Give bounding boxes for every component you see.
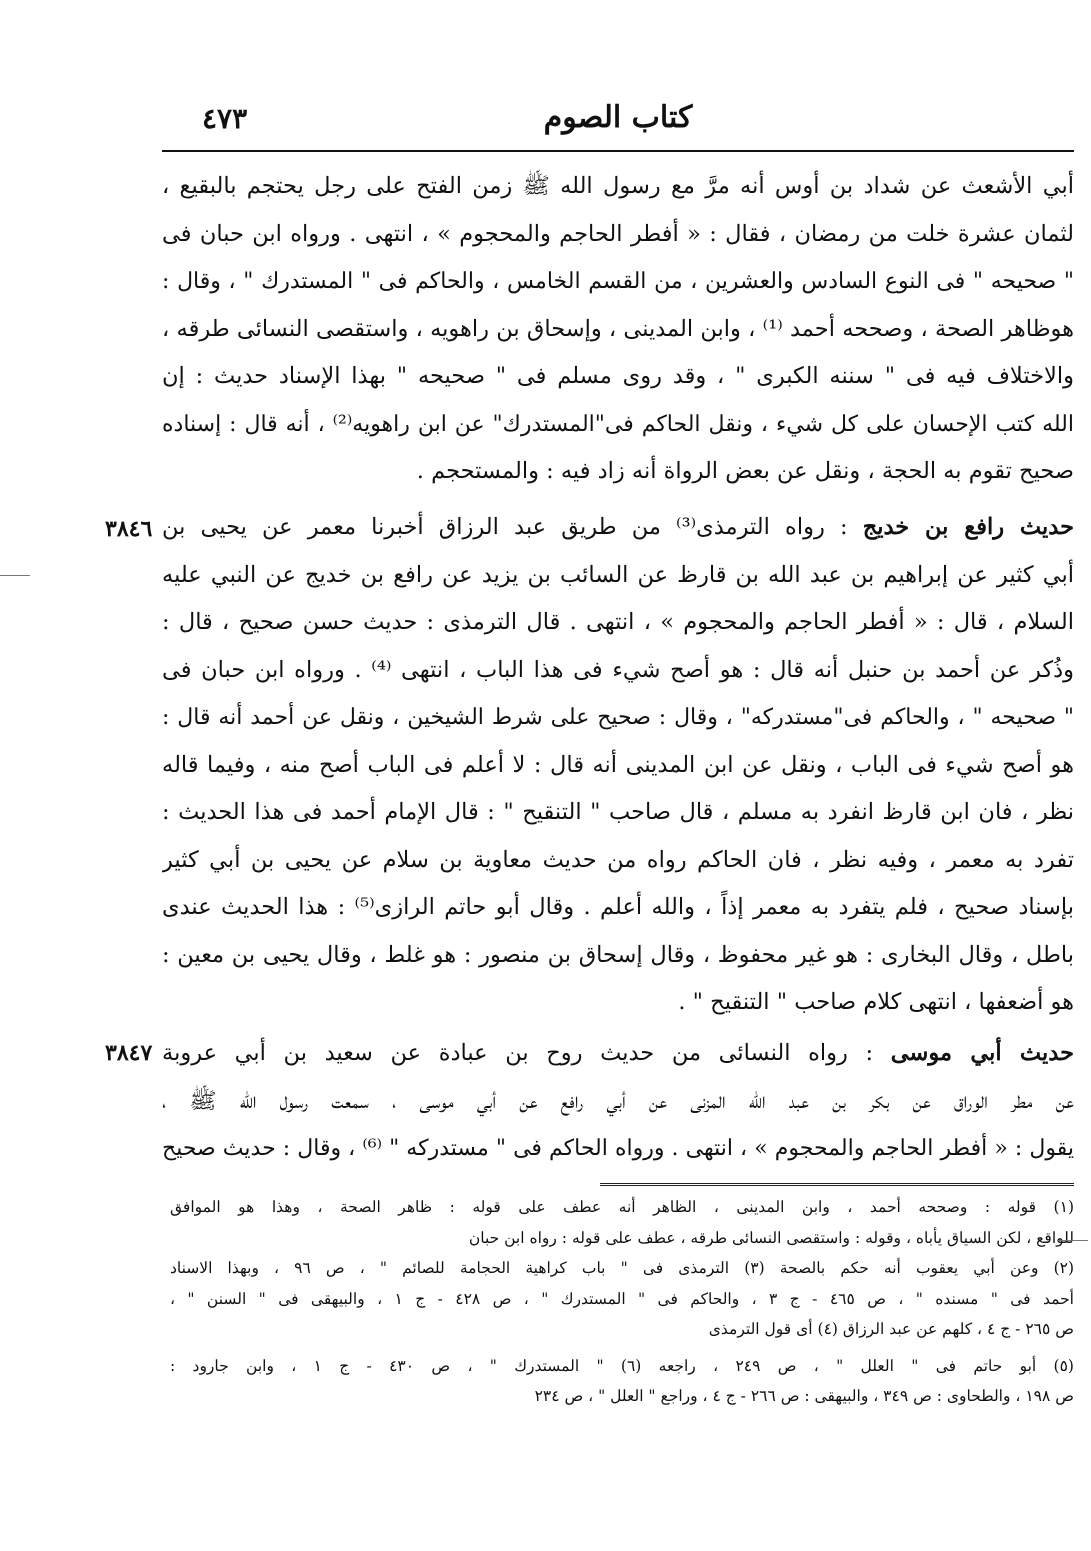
entry-heading: حديث أبي موسى [890, 1040, 1074, 1066]
text-line: باطل ، وقال البخارى : هو غير محفوظ ، وقال إسحاق بن منصور : هو غلط ، وقال يحيى بن معين : [162, 941, 1074, 968]
text-line: يقول : « أفطر الحاجم والمحجوم » ، انتهى . ورواه الحاكم فى " مستدركه " ⁽⁶⁾ ، وقال : حديث صحيح [162, 1136, 1074, 1161]
text-line: هوظاهر الصحة ، وصححه أحمد ⁽¹⁾ ، وابن المدينى ، وإسحاق بن راهويه ، واستقصى النسائى طرقه ، [162, 315, 1074, 342]
text-line: هو أصح شيء فى الباب ، ونقل عن ابن المدينى أنه قال : لا أعلم فى الباب أصح منه ، وفيما قاله [162, 751, 1074, 778]
footnote-line: ص ٢٦٥ - ج ٤ ، كلهم عن عبد الرزاق (٤) أى قول الترمذى [708, 1320, 1074, 1338]
scan-margin-mark [0, 575, 30, 576]
text-line: الله كتب الإحسان على كل شيء ، ونقل الحاكم فى"المستدرك" عن ابن راهويه⁽²⁾ ، أنه قال : إسناده [162, 411, 1074, 437]
entry-first-line [162, 504, 1074, 552]
text-line: السلام ، قال : « أفطر الحاجم والمحجوم » ، انتهى . قال الترمذى : حديث حسن صحيح ، قال : [162, 609, 1074, 635]
text-line: والاختلاف فيه فى " سننه الكبرى " ، وقد روى مسلم فى " صحيحه " بهذا الإسناد حديث : إن [162, 363, 1074, 389]
header-rule [162, 150, 1074, 152]
text-line: هو أضعفها ، انتهى كلام صاحب " التنقيح " . [678, 989, 1074, 1015]
text-segment: : رواه الترمذى⁽³⁾ من طريق عبد الرزاق أخبرنا معمر عن يحيى بن [162, 514, 848, 540]
entry-heading: حديث رافع بن خديج [862, 514, 1074, 540]
footnotes [170, 1192, 1074, 1412]
text-line: بإسناد صحيح ، فلم يتفرد به معمر إذاً ، والله أعلم . وقال أبو حاتم الرازى⁽⁵⁾ : هذا الحديث عندى [162, 894, 1074, 920]
text-segment: : رواه النسائى من حديث روح بن عبادة عن سعيد بن أبي عروبة [162, 1040, 874, 1066]
text-line: أبي كثير عن إبراهيم بن عبد الله بن قارظ عن السائب بن يزيد عن رافع بن خديج عن النبي عليه [162, 561, 1074, 588]
text-line: عن مطر الوراق عن بكر بن عبد الله المزنى عن أبي رافع عن أبي موسى ، سمعت رسول الله ﷺ ، [162, 1087, 1074, 1114]
footnote-rule [600, 1183, 1074, 1186]
footnote-line: للواقع ، لكن السياق يأباه ، وقوله : واستقصى النسائى طرقه ، عطف على قوله : رواه ابن حبان [468, 1228, 1074, 1247]
footnote-line: (٢) وعن أبي يعقوب أنه حكم بالصحة (٣) الترمذى فى " باب كراهية الحجامة للصائم " ، ص ٩٦ ، وبهذا الاسناد [170, 1259, 1074, 1277]
footnote-line: (١) قوله : وصححه أحمد ، وابن المدينى ، الظاهر أنه عطف على قوله : ظاهر الصحة ، وهذا هو الموافق [170, 1198, 1074, 1216]
text-line: تفرد به معمر ، وفيه نظر ، فان الحاكم رواه من حديث معاوية بن سلام عن يحيى بن أبي كثير [162, 846, 1074, 873]
footnote-line: ص ١٩٨ ، والطحاوى : ص ٣٤٩ ، والبيهقى : ص ٢٦٦ - ج ٤ ، وراجع " العلل " ، ص ٢٣٤ [534, 1387, 1074, 1405]
entry-number: ٣٨٤٧ [105, 1040, 153, 1066]
text-line: نظر ، فان ابن قارظ انفرد به مسلم ، قال صاحب " التنقيح " : قال الإمام أحمد فى هذا الحديث : [162, 799, 1074, 825]
text-line: وذُكر عن أحمد بن حنبل أنه قال : هو أصح شيء فى هذا الباب ، انتهى ⁽⁴⁾ . ورواه ابن حبان فى [162, 656, 1074, 683]
text-line: " صحيحه " ، والحاكم فى"مستدركه" ، وقال : صحيح على شرط الشيخين ، ونقل عن أحمد أنه قال : [162, 705, 1074, 730]
text-line: صحيح تقوم به الحجة ، ونقل عن بعض الرواة أنه زاد فيه : والمستحجم . [416, 458, 1074, 484]
entry-number: ٣٨٤٦ [105, 516, 153, 542]
entry-first-line [162, 1030, 1074, 1078]
page-header [162, 96, 1074, 146]
running-title: كتاب الصوم [543, 100, 693, 135]
footnote-line: أحمد فى " مسنده " ، ص ٤٦٥ - ج ٣ ، والحاكم فى " المستدرك " ، ص ٤٢٨ - ج ١ ، والبيهقى فى " السنن " ، [170, 1289, 1074, 1308]
footnote-line: (٥) أبو حاتم فى " العلل " ، ص ٢٤٩ ، راجعه (٦) " المستدرك " ، ص ٤٣٠ - ج ١ ، وابن جارود : [170, 1356, 1074, 1375]
scan-margin-mark [1058, 1240, 1088, 1241]
entry-3847 [162, 1030, 1074, 1173]
paragraph-continuation [162, 163, 1074, 496]
text-line: لثمان عشرة خلت من رمضان ، فقال : « أفطر الحاجم والمحجوم » ، انتهى . ورواه ابن حبان فى [162, 220, 1074, 247]
page-number: ٤٧٣ [202, 102, 248, 135]
text-line: أبي الأشعث عن شداد بن أوس أنه مرَّ مع رسول الله ﷺ زمن الفتح على رجل يحتجم بالبقيع ، [162, 173, 1074, 199]
text-line: " صحيحه " فى النوع السادس والعشرين ، من القسم الخامس ، والحاكم فى " المستدرك " ، وقال : [162, 269, 1074, 294]
entry-3846 [162, 504, 1074, 1027]
